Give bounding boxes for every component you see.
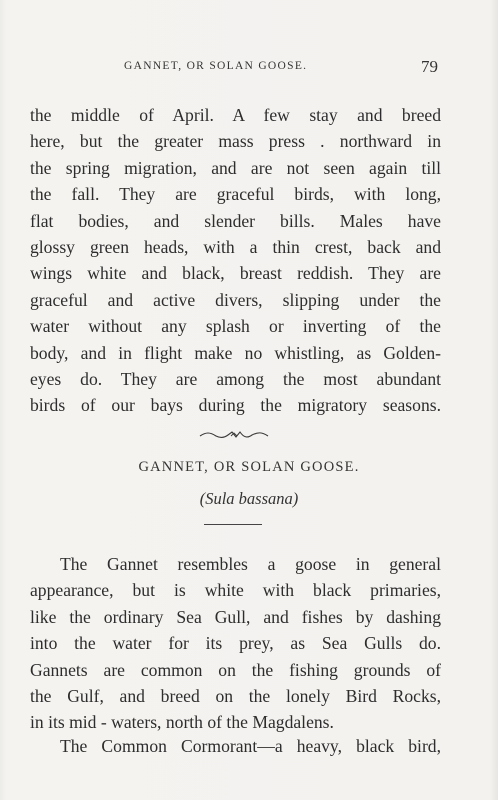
ornament-divider-icon bbox=[198, 428, 270, 442]
text-line: into the water for its prey, as Sea Gulls do. bbox=[30, 633, 441, 654]
text-line-content: The Common Cormorant—a heavy, black bird, bbox=[60, 736, 441, 756]
text-line: graceful and active divers, slipping under the bbox=[30, 289, 441, 310]
section-subtitle: (Sula bassana) bbox=[199, 489, 299, 508]
text-line: in its mid - waters, north of the Magdalens. bbox=[30, 712, 334, 733]
text-line: eyes do. They are among the most abundant bbox=[30, 368, 441, 389]
text-line: glossy green heads, with a thin crest, back and bbox=[30, 236, 441, 257]
text-line: water without any splash or inverting of the bbox=[30, 316, 441, 337]
text-line: the middle of April. A few stay and breed bbox=[30, 105, 441, 125]
text-line: here, but the greater mass press . northward in bbox=[30, 131, 441, 152]
paragraph-cormorant bbox=[30, 733, 441, 759]
running-title: GANNET, OR SOLAN GOOSE. bbox=[124, 60, 308, 72]
running-head bbox=[0, 58, 498, 78]
text-line: the fall. They are graceful birds, with long, bbox=[30, 184, 441, 205]
section-heading: GANNET, OR SOLAN GOOSE. bbox=[138, 459, 360, 475]
heading-rule bbox=[204, 524, 262, 525]
paragraph-continued bbox=[30, 102, 441, 419]
text-line: the spring migration, and are not seen again till bbox=[30, 157, 441, 178]
text-line: wings white and black, breast reddish. They are bbox=[30, 263, 441, 284]
page-number: 79 bbox=[421, 57, 438, 76]
text-line-content: The Gannet resembles a goose in general bbox=[60, 554, 441, 574]
text-line: Gannets are common on the fishing grounds of bbox=[30, 659, 441, 680]
text-line: appearance, but is white with black primaries, bbox=[30, 580, 441, 601]
text-line: body, and in flight make no whistling, as Golden- bbox=[30, 342, 441, 363]
text-line: flat bodies, and slender bills. Males have bbox=[30, 210, 441, 231]
text-line: like the ordinary Sea Gull, and fishes by dashing bbox=[30, 606, 441, 627]
text-line bbox=[30, 551, 441, 577]
paragraph-gannet bbox=[30, 551, 441, 736]
text-line: birds of our bays during the migratory seasons. bbox=[30, 395, 441, 416]
text-line bbox=[30, 733, 441, 759]
text-line: the Gulf, and breed on the lonely Bird Rocks, bbox=[30, 685, 441, 706]
